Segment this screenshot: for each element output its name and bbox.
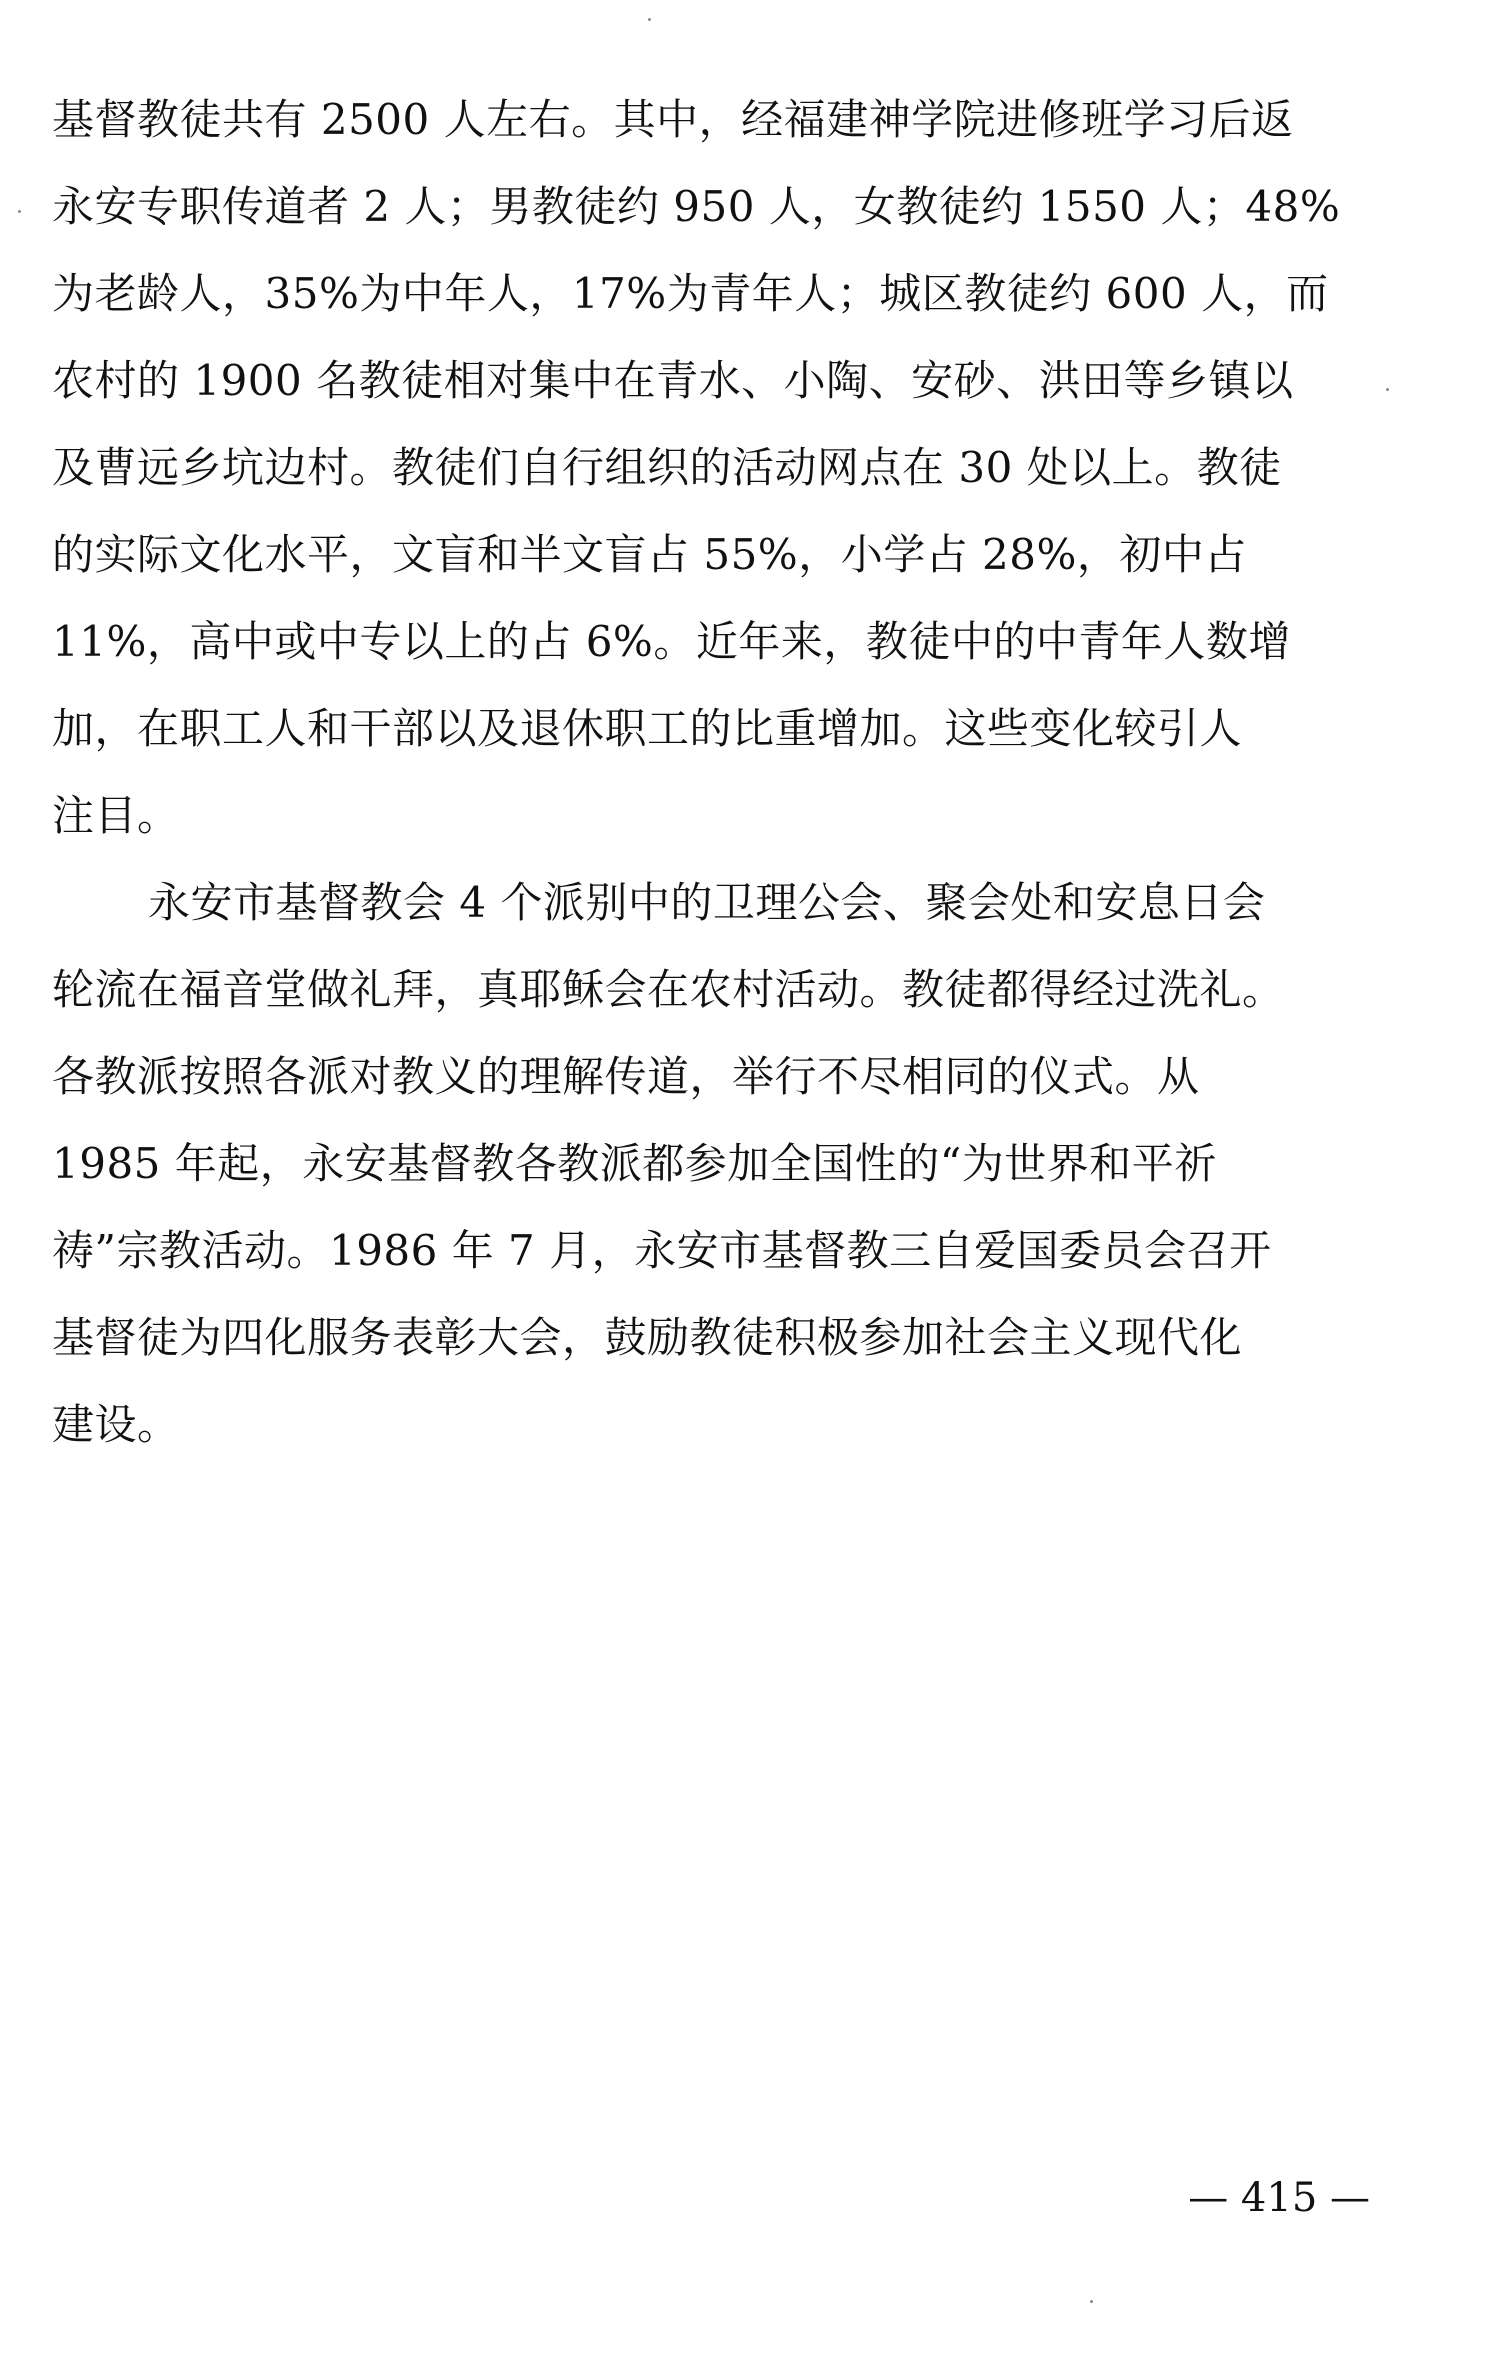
scan-speck (1386, 388, 1389, 391)
text-line: 永安市基督教会 4 个派别中的卫理公会、聚会处和安息日会 (148, 878, 1266, 927)
body-text (52, 76, 1418, 1468)
text-line: 建设。 (52, 1400, 180, 1449)
page-number: — 415 — (1188, 2175, 1370, 2221)
text-line: 祷”宗教活动。1986 年 7 月，永安市基督教三自爱国委员会召开 (52, 1226, 1272, 1275)
text-line: 加，在职工人和干部以及退休职工的比重增加。这些变化较引人 (52, 704, 1243, 753)
text-line: 轮流在福音堂做礼拜，真耶稣会在农村活动。教徒都得经过洗礼。 (52, 965, 1285, 1014)
text-line: 注目。 (52, 791, 180, 840)
text-line: 各教派按照各派对教义的理解传道，举行不尽相同的仪式。从 (52, 1052, 1200, 1101)
text-line: 永安专职传道者 2 人；男教徒约 950 人，女教徒约 1550 人；48% (52, 182, 1341, 231)
text-line: 及曹远乡坑边村。教徒们自行组织的活动网点在 30 处以上。教徒 (52, 443, 1282, 492)
text-line: 1985 年起，永安基督教各教派都参加全国性的“为世界和平祈 (52, 1139, 1217, 1188)
text-line: 农村的 1900 名教徒相对集中在青水、小陶、安砂、洪田等乡镇以 (52, 356, 1294, 405)
paragraph-1 (52, 76, 1418, 859)
text-line: 11%，高中或中专以上的占 6%。近年来，教徒中的中青年人数增 (52, 617, 1291, 666)
scan-speck (1090, 2300, 1093, 2303)
text-line: 的实际文化水平，文盲和半文盲占 55%，小学占 28%，初中占 (52, 530, 1247, 579)
paragraph-2 (52, 859, 1418, 1468)
scan-speck (648, 18, 651, 21)
text-line: 基督徒为四化服务表彰大会，鼓励教徒积极参加社会主义现代化 (52, 1313, 1243, 1362)
text-line: 为老龄人，35%为中年人，17%为青年人；城区教徒约 600 人，而 (52, 269, 1329, 318)
text-line: 基督教徒共有 2500 人左右。其中，经福建神学院进修班学习后返 (52, 95, 1294, 144)
scan-speck (18, 210, 21, 213)
